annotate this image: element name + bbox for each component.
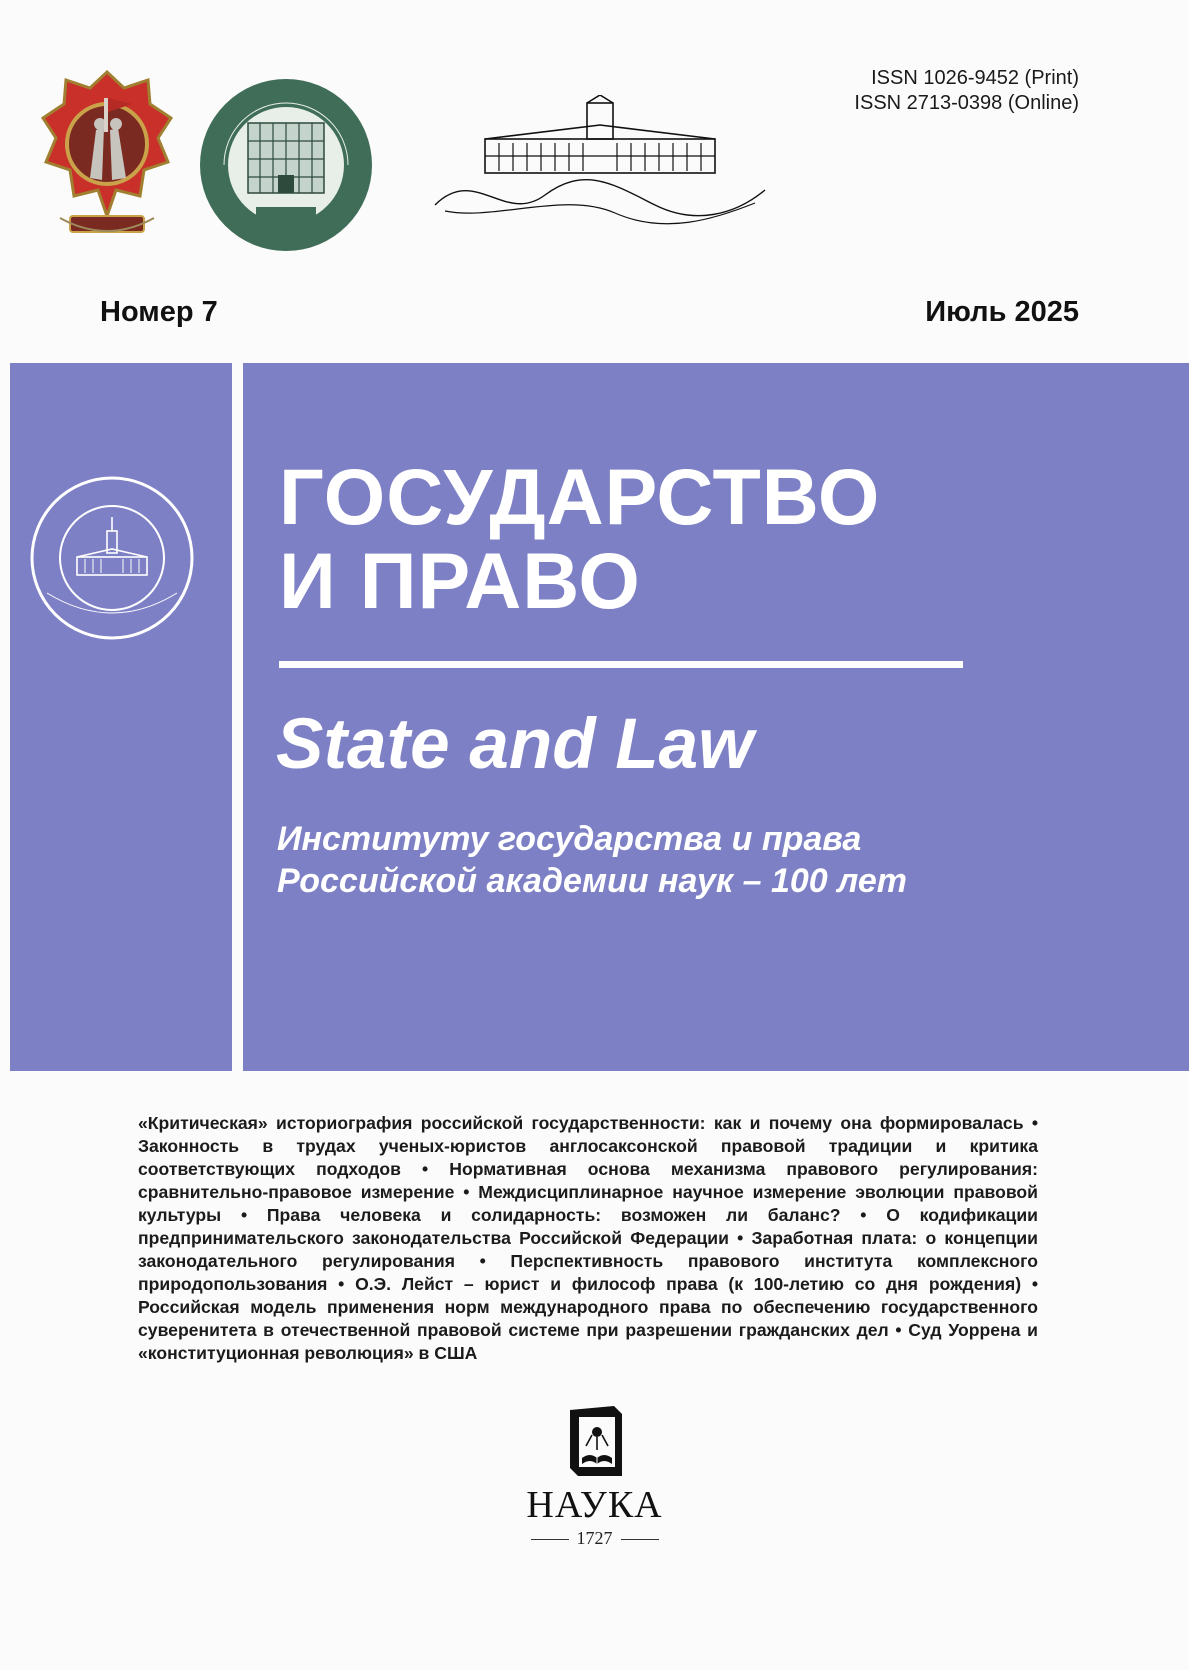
issn-block <box>854 66 1079 116</box>
journal-title-ru-line1: ГОСУДАРСТВО <box>279 452 881 541</box>
academy-building-icon <box>415 95 785 235</box>
year-dash-right <box>621 1539 659 1540</box>
issue-date: Июль 2025 <box>925 296 1079 328</box>
order-badge-icon <box>40 68 175 248</box>
cover-subtitle-line1: Институту государства и права <box>277 820 862 858</box>
year-dash-left <box>531 1539 569 1540</box>
nauka-book-logo-icon <box>556 1404 636 1480</box>
issue-contents: «Критическая» историография российской государственности: как и почему она формировалась • Законность в трудах ученых-юристов англосаксонской правовой традиции и критика соответствующих подходов • Нормативная основа механизма правового регулирования: сравнительно-правовое измерение • Междисциплинарное научное измерение эволюции правовой культуры • Права человека и солидарность: возможен ли баланс? • О кодификации предпринимательского законодательства Российской Федерации • Заработная плата: о концепции законодательного регулирования • Перспективность правового института комплексного природопользования • О.Э. Лейст – юрист и философ права (к 100-летию со дня рождения) • Российская модель применения норм международного права по обеспечению государственного суверенитета в отечественной правовой системе при разрешении гражданских дел • Суд Уоррена и «конституционная революция» в США <box>138 1113 1038 1363</box>
publisher-name: НАУКА <box>526 1484 663 1526</box>
journal-seal-icon <box>27 473 197 643</box>
journal-title-en: State and Law <box>276 705 754 784</box>
publisher-year-line <box>0 1528 1189 1549</box>
cover-subtitle <box>277 818 907 902</box>
issn-print: ISSN 1026-9452 (Print) <box>871 67 1079 89</box>
institute-seal-icon <box>196 75 376 255</box>
cover-subtitle-line2: Российской академии наук – 100 лет <box>277 862 907 900</box>
publisher-year: 1727 <box>576 1528 613 1548</box>
issue-number: Номер 7 <box>100 296 218 328</box>
journal-title-ru-line2: И ПРАВО <box>279 536 641 625</box>
issn-online: ISSN 2713-0398 (Online) <box>854 92 1079 114</box>
journal-title-ru <box>279 452 881 625</box>
title-divider <box>279 661 963 668</box>
cover-band-left <box>10 363 232 1071</box>
